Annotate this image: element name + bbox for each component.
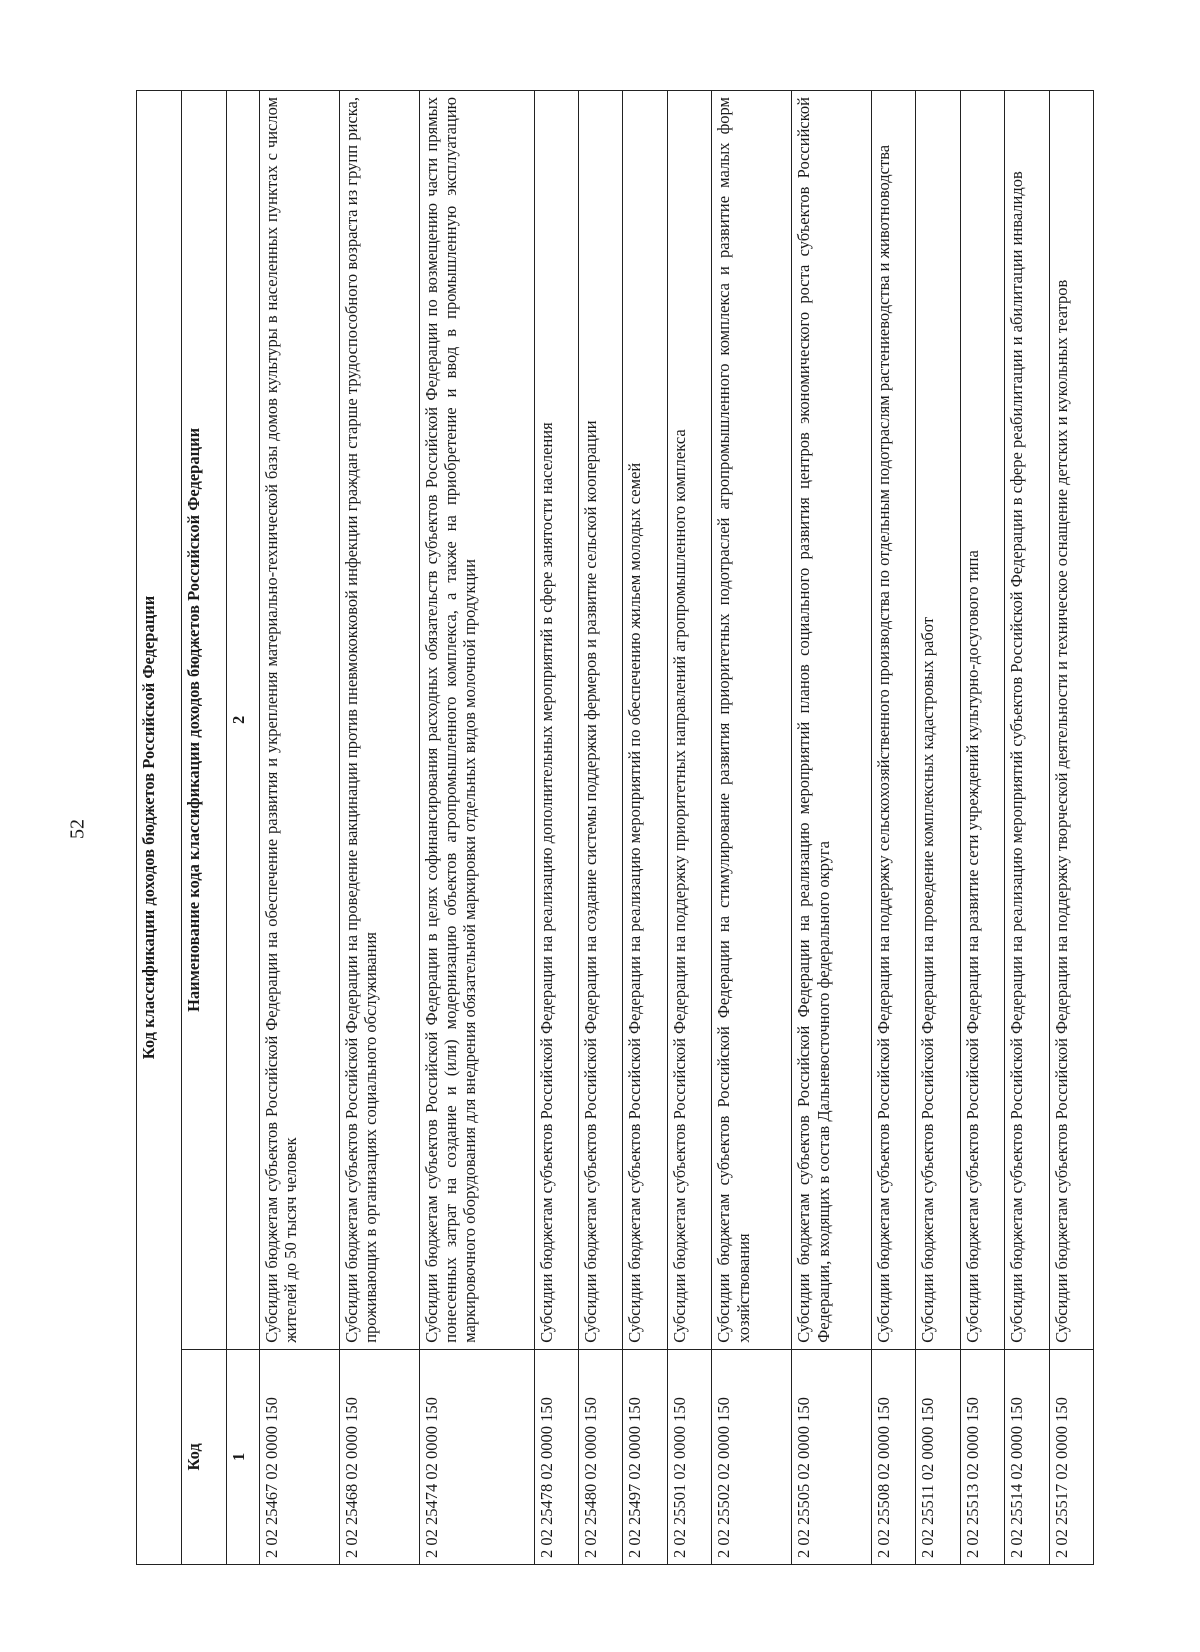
table-row [579, 91, 623, 1565]
budget-classification-table [136, 90, 1094, 1565]
row-code: 2 02 25513 02 0000 150 [960, 1349, 1004, 1564]
row-name: Субсидии бюджетам субъектов Российской Федерации на создание системы поддержки фермеров и развитие сельской кооперации [579, 91, 623, 1350]
row-code: 2 02 25480 02 0000 150 [579, 1349, 623, 1564]
row-name: Субсидии бюджетам субъектов Российской Федерации на стимулирование развития приоритетных подотраслей агропромышленного комплекса и развитие малых форм хозяйствования [712, 91, 792, 1350]
table-row [1049, 91, 1093, 1565]
row-name: Субсидии бюджетам субъектов Российской Федерации на реализацию мероприятий субъектов Российской Федерации в сфере реабилитации и абилитации инвалидов [1005, 91, 1049, 1350]
row-name: Субсидии бюджетам субъектов Российской Федерации на поддержку сельскохозяйственного производства по отдельным подотраслям растениеводства и животноводства [871, 91, 915, 1350]
row-code: 2 02 25508 02 0000 150 [871, 1349, 915, 1564]
row-name: Субсидии бюджетам субъектов Российской Федерации на проведение вакцинации против пневмококковой инфекции граждан старше трудоспособного возраста из групп риска, проживающих в организациях социального обслуживания [339, 91, 419, 1350]
table-header-name: Наименование кода классификации доходов бюджетов Российской Федерации [182, 91, 227, 1350]
table-row [260, 91, 340, 1565]
row-code: 2 02 25514 02 0000 150 [1005, 1349, 1049, 1564]
rotated-table-wrapper [136, 90, 1094, 1565]
table-header-sub-row [182, 91, 227, 1565]
row-name: Субсидии бюджетам субъектов Российской Федерации в целях софинансирования расходных обязательств субъектов Российской Федерации по возмещению части прямых понесенных затрат на создание и (или) модернизацию объектов агропромышленного комплекса, а также на приобретение и ввод в промышленную эксплуатацию маркировочного оборудования для внедрения обязательной маркировки отдельных видов молочной продукции [419, 91, 534, 1350]
row-code: 2 02 25478 02 0000 150 [534, 1349, 578, 1564]
table-row [792, 91, 872, 1565]
table-row [667, 91, 711, 1565]
row-name: Субсидии бюджетам субъектов Российской Федерации на реализацию дополнительных мероприятий в сфере занятости населения [534, 91, 578, 1350]
row-code: 2 02 25474 02 0000 150 [419, 1349, 534, 1564]
table-row [534, 91, 578, 1565]
row-name: Субсидии бюджетам субъектов Российской Федерации на проведение комплексных кадастровых работ [916, 91, 960, 1350]
table-header-number-row [227, 91, 260, 1565]
row-code: 2 02 25497 02 0000 150 [623, 1349, 667, 1564]
table-row [916, 91, 960, 1565]
table-row [712, 91, 792, 1565]
table-header-main: Код классификации доходов бюджетов Российской Федерации [137, 91, 182, 1565]
row-code: 2 02 25468 02 0000 150 [339, 1349, 419, 1564]
table-row [1005, 91, 1049, 1565]
column-number-2: 2 [227, 91, 260, 1350]
row-code: 2 02 25502 02 0000 150 [712, 1349, 792, 1564]
row-name: Субсидии бюджетам субъектов Российской Федерации на развитие сети учреждений культурно-досугового типа [960, 91, 1004, 1350]
page-number: 52 [66, 819, 89, 839]
row-code: 2 02 25467 02 0000 150 [260, 1349, 340, 1564]
table-header-code: Код [182, 1349, 227, 1564]
row-name: Субсидии бюджетам субъектов Российской Федерации на поддержку творческой деятельности и техническое оснащение детских и кукольных театров [1049, 91, 1093, 1350]
row-name: Субсидии бюджетам субъектов Российской Федерации на реализацию мероприятий планов социального развития центров экономического роста субъектов Российской Федерации, входящих в состав Дальневосточного федерального округа [792, 91, 872, 1350]
table-row [623, 91, 667, 1565]
row-code: 2 02 25511 02 0000 150 [916, 1349, 960, 1564]
column-number-1: 1 [227, 1349, 260, 1564]
row-name: Субсидии бюджетам субъектов Российской Федерации на поддержку приоритетных направлений агропромышленного комплекса [667, 91, 711, 1350]
row-code: 2 02 25501 02 0000 150 [667, 1349, 711, 1564]
row-name: Субсидии бюджетам субъектов Российской Федерации на обеспечение развития и укрепления материально-технической базы домов культуры в населенных пунктах с числом жителей до 50 тысяч человек [260, 91, 340, 1350]
table-row [960, 91, 1004, 1565]
table-row [419, 91, 534, 1565]
row-name: Субсидии бюджетам субъектов Российской Федерации на реализацию мероприятий по обеспечению жильем молодых семей [623, 91, 667, 1350]
table-row [339, 91, 419, 1565]
table-row [871, 91, 915, 1565]
row-code: 2 02 25517 02 0000 150 [1049, 1349, 1093, 1564]
table-header-main-row [137, 91, 182, 1565]
row-code: 2 02 25505 02 0000 150 [792, 1349, 872, 1564]
